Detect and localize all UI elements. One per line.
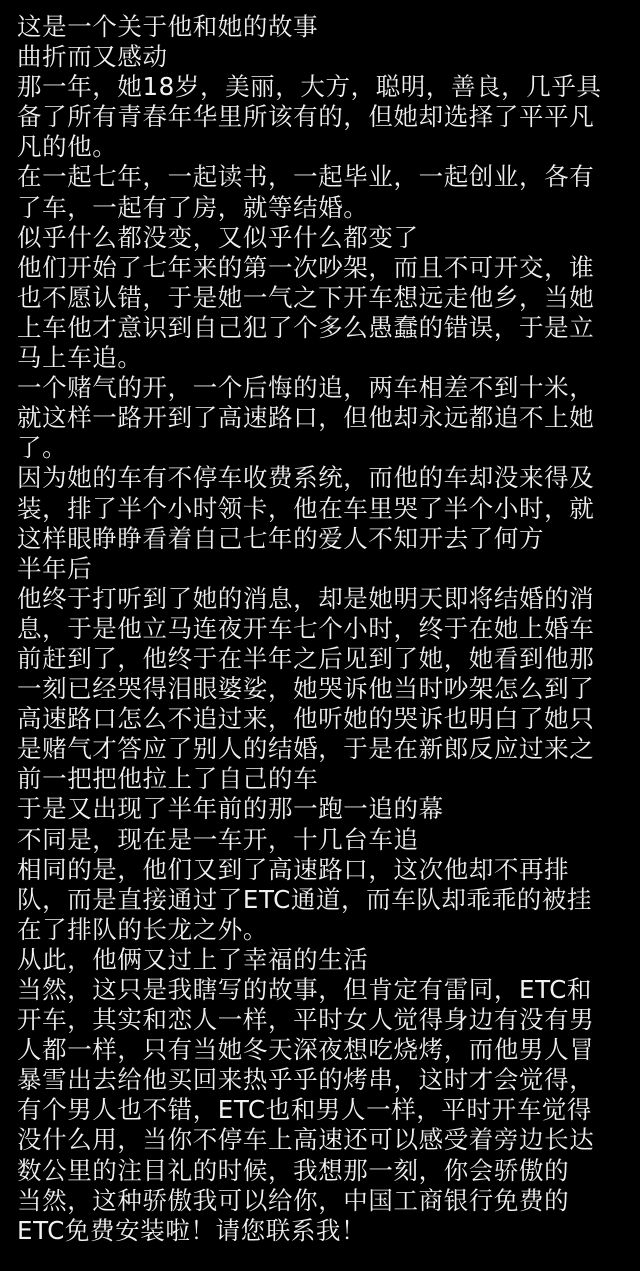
text-line: 上车他才意识到自己犯了个多么愚蠢的错误，于是立	[17, 312, 595, 342]
text-line: 就这样一路开到了高速路口，但他却永远都追不上她	[17, 403, 595, 433]
text-line: 在一起七年，一起读书，一起毕业，一起创业，各有	[17, 162, 595, 192]
text-line: 是赌气才答应了别人的结婚，于是在新郎反应过来之	[17, 734, 595, 764]
text-line: 有个男人也不错，ETC也和男人一样，平时开车觉得	[17, 1095, 593, 1125]
text-line: 他们开始了七年来的第一次吵架，而且不可开交，谁	[17, 252, 595, 282]
text-line: 半年后	[17, 553, 93, 583]
text-line: 人都一样，只有当她冬天深夜想吃烧烤，而他男人冒	[17, 1035, 595, 1065]
text-line: ETC免费安装啦！请您联系我！	[17, 1215, 367, 1245]
text-line: 了车，一起有了房，就等结婚。	[17, 192, 369, 222]
text-line: 暴雪出去给他买回来热乎乎的烤串，这时才会觉得，	[17, 1065, 595, 1095]
text-line: 了。	[17, 433, 68, 463]
text-line: 开车，其实和恋人一样，平时女人觉得身边有没有男	[17, 1005, 595, 1035]
text-line: 息，于是他立马连夜开车七个小时，终于在她上婚车	[17, 613, 595, 643]
text-line: 凡的他。	[17, 132, 118, 162]
text-line: 装，排了半个小时领卡，他在车里哭了半个小时，就	[17, 493, 595, 523]
story-text-body	[17, 12, 629, 1246]
text-line: 相同的是，他们又到了高速路口，这次他却不再排	[17, 854, 570, 884]
text-line: 队，而是直接通过了ETC通道，而车队却乖乖的被挂	[17, 884, 593, 914]
text-line: 似乎什么都没变，又似乎什么都变了	[17, 222, 419, 252]
text-line: 在了排队的长龙之外。	[17, 914, 268, 944]
text-line: 当然，这种骄傲我可以给你，中国工商银行免费的	[17, 1185, 570, 1215]
text-line: 备了所有青春年华里所该有的，但她却选择了平平凡	[17, 102, 595, 132]
text-line: 马上车追。	[17, 343, 143, 373]
text-line: 这样眼睁睁看着自己七年的爱人不知开去了何方	[17, 523, 545, 553]
text-line: 没什么用，当你不停车上高速还可以感受着旁边长达	[17, 1125, 595, 1155]
text-line: 也不愿认错，于是她一气之下开车想远走他乡，当她	[17, 282, 595, 312]
text-line: 前一把把他拉上了自己的车	[17, 764, 319, 794]
text-line: 这是一个关于他和她的故事	[17, 12, 319, 41]
text-line: 前赶到了，他终于在半年之后见到了她，她看到他那	[17, 643, 595, 673]
text-line: 他终于打听到了她的消息，却是她明天即将结婚的消	[17, 583, 595, 613]
text-line: 一个赌气的开，一个后悔的追，两车相差不到十米，	[17, 373, 595, 403]
text-line: 那一年，她18岁，美丽，大方，聪明，善良，几乎具	[17, 72, 602, 102]
text-line: 一刻已经哭得泪眼婆娑，她哭诉他当时吵架怎么到了	[17, 674, 595, 704]
text-line: 曲折而又感动	[17, 42, 168, 72]
text-line: 从此，他俩又过上了幸福的生活	[17, 944, 369, 974]
text-line: 因为她的车有不停车收费系统，而他的车却没来得及	[17, 463, 595, 493]
text-line: 于是又出现了半年前的那一跑一追的幕	[17, 794, 444, 824]
text-line: 不同是，现在是一车开，十几台车追	[17, 824, 419, 854]
text-line: 高速路口怎么不追过来，他听她的哭诉也明白了她只	[17, 704, 595, 734]
text-line: 数公里的注目礼的时候，我想那一刻，你会骄傲的	[17, 1155, 570, 1185]
text-line: 当然，这只是我瞎写的故事，但肯定有雷同，ETC和	[17, 975, 593, 1004]
